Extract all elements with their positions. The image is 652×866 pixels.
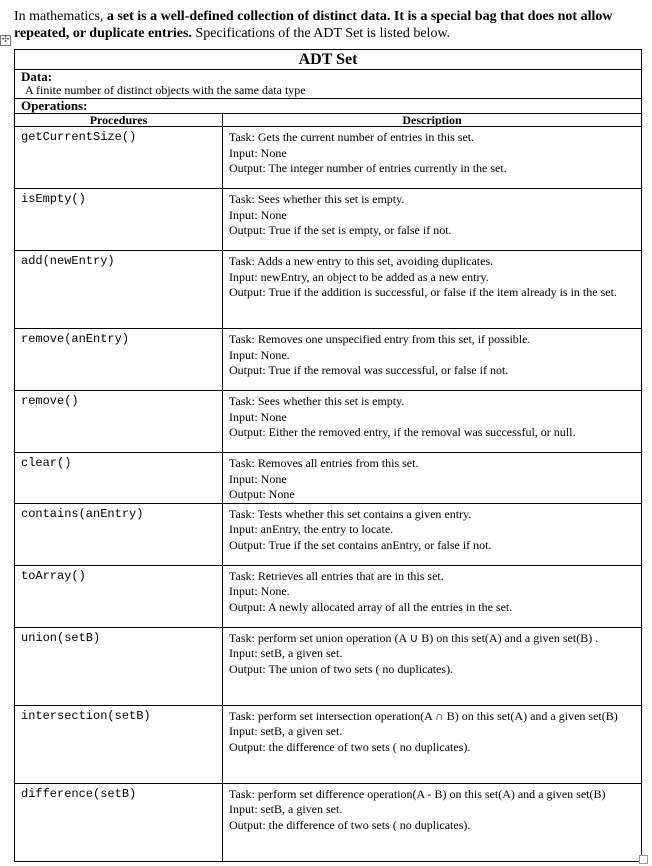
description-line: Input: setB, a given set. — [229, 646, 343, 660]
description-line: Output: the difference of two sets ( no duplicates). — [229, 817, 471, 832]
description-line: Output: the difference of two sets ( no duplicates). — [229, 739, 471, 754]
table-row — [15, 127, 642, 189]
description-line: Input: None — [229, 471, 287, 486]
description-line: Input: None. — [229, 347, 290, 362]
table-row — [15, 391, 642, 453]
adt-set-table — [14, 49, 642, 862]
description-line: Output: None — [229, 487, 295, 501]
description-line: Task: Removes one unspecified entry from this set, if possible. — [229, 332, 531, 346]
description-line: Input: None. — [229, 584, 290, 598]
intro-text-end: Specifications of the ADT Set is listed below. — [191, 26, 451, 41]
procedure-description — [223, 705, 642, 783]
procedure-signature: remove(anEntry) — [15, 329, 223, 391]
procedure-signature: clear() — [15, 453, 223, 504]
operations-rows — [15, 127, 642, 862]
procedure-signature: difference(setB) — [15, 783, 223, 861]
table-move-handle-icon[interactable]: ✣ — [1, 35, 10, 45]
description-line: Task: perform set difference operation(A - B) on this set(A) and a given set(B) — [229, 786, 606, 801]
procedure-description — [223, 329, 642, 391]
description-line: Output: True if the set contains anEntry, or false if not. — [229, 537, 492, 552]
description-line: Task: Tests whether this set contains a given entry. — [229, 506, 472, 521]
description-line: Output: The union of two sets ( no duplicates). — [229, 661, 454, 676]
description-line: Output: True if the set is empty, or false if not. — [229, 223, 452, 237]
table-resize-handle-icon[interactable] — [639, 855, 648, 864]
description-line: Task: perform set union operation (A ∪ B) on this set(A) and a given set(B) . — [229, 630, 599, 645]
procedure-signature: contains(anEntry) — [15, 503, 223, 565]
intro-bold-definition: a set is a well-defined collection of distinct data. It is a special bag that does not allow repeated, or duplicate entries. — [14, 9, 613, 41]
intro-paragraph — [14, 8, 634, 42]
description-line: Output: A newly allocated array of all the entries in the set. — [229, 599, 513, 614]
column-header-description: Description — [223, 114, 642, 127]
table-row — [15, 565, 642, 627]
table-row — [15, 453, 642, 504]
procedure-description — [223, 189, 642, 251]
table-row — [15, 251, 642, 329]
procedure-signature: add(newEntry) — [15, 251, 223, 329]
description-line: Input: None — [229, 409, 287, 424]
table-title: ADT Set — [15, 50, 642, 70]
procedure-signature: getCurrentSize() — [15, 127, 223, 189]
data-label: Data: — [21, 69, 53, 84]
procedure-description — [223, 391, 642, 453]
description-line: Task: Gets the current number of entries in this set. — [229, 130, 475, 144]
procedure-description — [223, 127, 642, 189]
procedure-signature: remove() — [15, 391, 223, 453]
procedure-description — [223, 565, 642, 627]
procedure-signature: intersection(setB) — [15, 705, 223, 783]
description-line: Output: Either the removed entry, if the removal was successful, or null. — [229, 425, 576, 439]
description-line: Task: Removes all entries from this set. — [229, 456, 419, 470]
table-row — [15, 705, 642, 783]
operations-label: Operations: — [15, 99, 642, 114]
description-line: Input: None — [229, 145, 287, 160]
description-line: Output: True if the removal was successful, or false if not. — [229, 363, 509, 377]
table-row — [15, 503, 642, 565]
column-header-procedures: Procedures — [15, 114, 223, 127]
description-line: Output: The integer number of entries currently in the set. — [229, 161, 507, 175]
description-line: Task: Adds a new entry to this set, avoiding duplicates. — [229, 254, 494, 268]
description-line: Task: Sees whether this set is empty. — [229, 192, 405, 206]
data-section — [15, 70, 642, 99]
description-line: Output: True if the addition is successful, or false if the item already is in the set. — [229, 285, 617, 299]
intro-text-start: In mathematics, — [14, 9, 107, 24]
table-row — [15, 189, 642, 251]
description-line: Input: newEntry, an object to be added as a new entry. — [229, 269, 489, 284]
table-row — [15, 329, 642, 391]
description-line: Input: setB, a given set. — [229, 802, 343, 816]
procedure-signature: isEmpty() — [15, 189, 223, 251]
procedure-description — [223, 453, 642, 504]
data-description: A finite number of distinct objects with the same data type — [25, 83, 306, 97]
procedure-description — [223, 627, 642, 705]
description-line: Task: perform set intersection operation(A ∩ B) on this set(A) and a given set(B) — [229, 708, 618, 723]
description-line: Task: Sees whether this set is empty. — [229, 394, 405, 408]
procedure-description — [223, 783, 642, 861]
procedure-signature: union(setB) — [15, 627, 223, 705]
description-line: Input: setB, a given set. — [229, 724, 343, 738]
description-line: Task: Retrieves all entries that are in this set. — [229, 568, 444, 583]
procedure-description — [223, 503, 642, 565]
procedure-signature: toArray() — [15, 565, 223, 627]
description-line: Input: anEntry, the entry to locate. — [229, 522, 394, 536]
table-row — [15, 783, 642, 861]
procedure-description — [223, 251, 642, 329]
description-line: Input: None — [229, 207, 287, 222]
table-row — [15, 627, 642, 705]
